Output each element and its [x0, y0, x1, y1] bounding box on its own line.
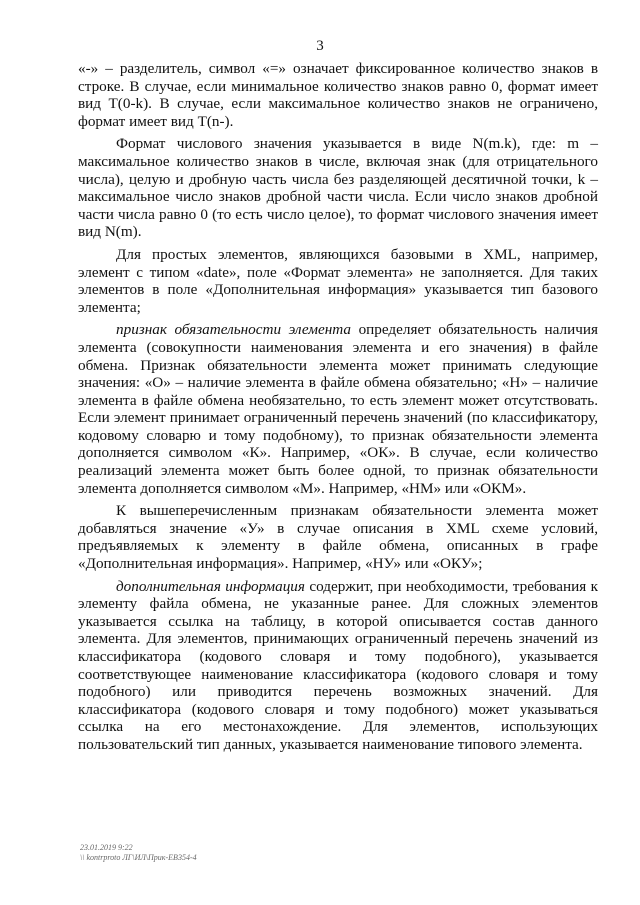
page-number: 3 — [316, 38, 324, 54]
required-flag-text: определяет обязательность наличия элемента (совокупности наименования элемента и его значения) в файле обмена. Признак обязательности элемента может принимать следующие значения: «О» – наличие элемента в файле обмена обязательно; «Н» – наличие элемента в файле обмена необязательно, то есть элемент может отсутствовать. Если элемент принимает ограниченный перечень значений (по классификатору, кодовому словарю и тому подобному), то признак обязательности элемента дополняется символом «К». Например, «ОК». В случае, если количество реализаций элемента может быть более одной, то признак обязательности элемента дополняется символом «М». Например, «НМ» или «ОКМ». — [78, 321, 598, 497]
term-required-flag: признак обязательности элемента — [116, 321, 351, 339]
document-body — [78, 60, 598, 754]
paragraph-numeric-format: Формат числового значения указывается в виде N(m.k), где: m – максимальное количество знаков в числе, включая знак (для отрицательного числа), целую и дробную часть числа без разделяющей десятичной точки, k – максимальное число знаков дробной части числа. Если число знаков дробной части числа равно 0 (то есть число целое), то формат числового значения имеет вид N(m). — [78, 135, 598, 241]
term-additional-info: дополнительная информация — [116, 577, 305, 595]
footer-timestamp: 23.01.2019 9:22 — [80, 843, 133, 852]
paragraph-simple-elements: Для простых элементов, являющихся базовыми в XML, например, элемент с типом «date», поле «Формат элемента» не заполняется. Для таких элементов в поле «Дополнительная информация» указывается тип базового элемента; — [78, 245, 598, 316]
page-footer — [80, 843, 197, 863]
footer-file-path: \\ kontrproto ЛГ\ИЛ\Прик-ЕВ354-4 — [80, 853, 197, 862]
paragraph-additional-info — [78, 578, 598, 754]
additional-info-text: содержит, при необходимости, требования к элементу файла обмена, не указанные ранее. Для сложных элементов указывается ссылка на таблицу, в которой описывается состав данного элемента. Для элементов, принимающих ограниченный перечень значений из классификатора (кодового словаря и тому подобного), указывается соответствующее наименование классификатора (кодового словаря и тому подобного) или приводится перечень возможных значений. Для классификатора (кодового словаря и тому подобного) может указываться ссылка на его местонахождение. Для элементов, использующих пользовательский тип данных, указывается наименование типового элемента. — [78, 577, 598, 753]
paragraph-required-flag — [78, 321, 598, 497]
paragraph-text-format: «-» – разделитель, символ «=» означает фиксированное количество знаков в строке. В случае, если минимальное количество знаков равно 0, формат имеет вид T(0-k). В случае, если максимальное количество знаков не ограничено, формат имеет вид T(n-). — [78, 60, 598, 130]
paragraph-condition-flag: К вышеперечисленным признакам обязательности элемента может добавляться значение «У» в случае описания в XML схеме условий, предъявляемых к элементу в файле обмена, описанных в графе «Дополнительная информация». Например, «НУ» или «ОКУ»; — [78, 502, 598, 573]
